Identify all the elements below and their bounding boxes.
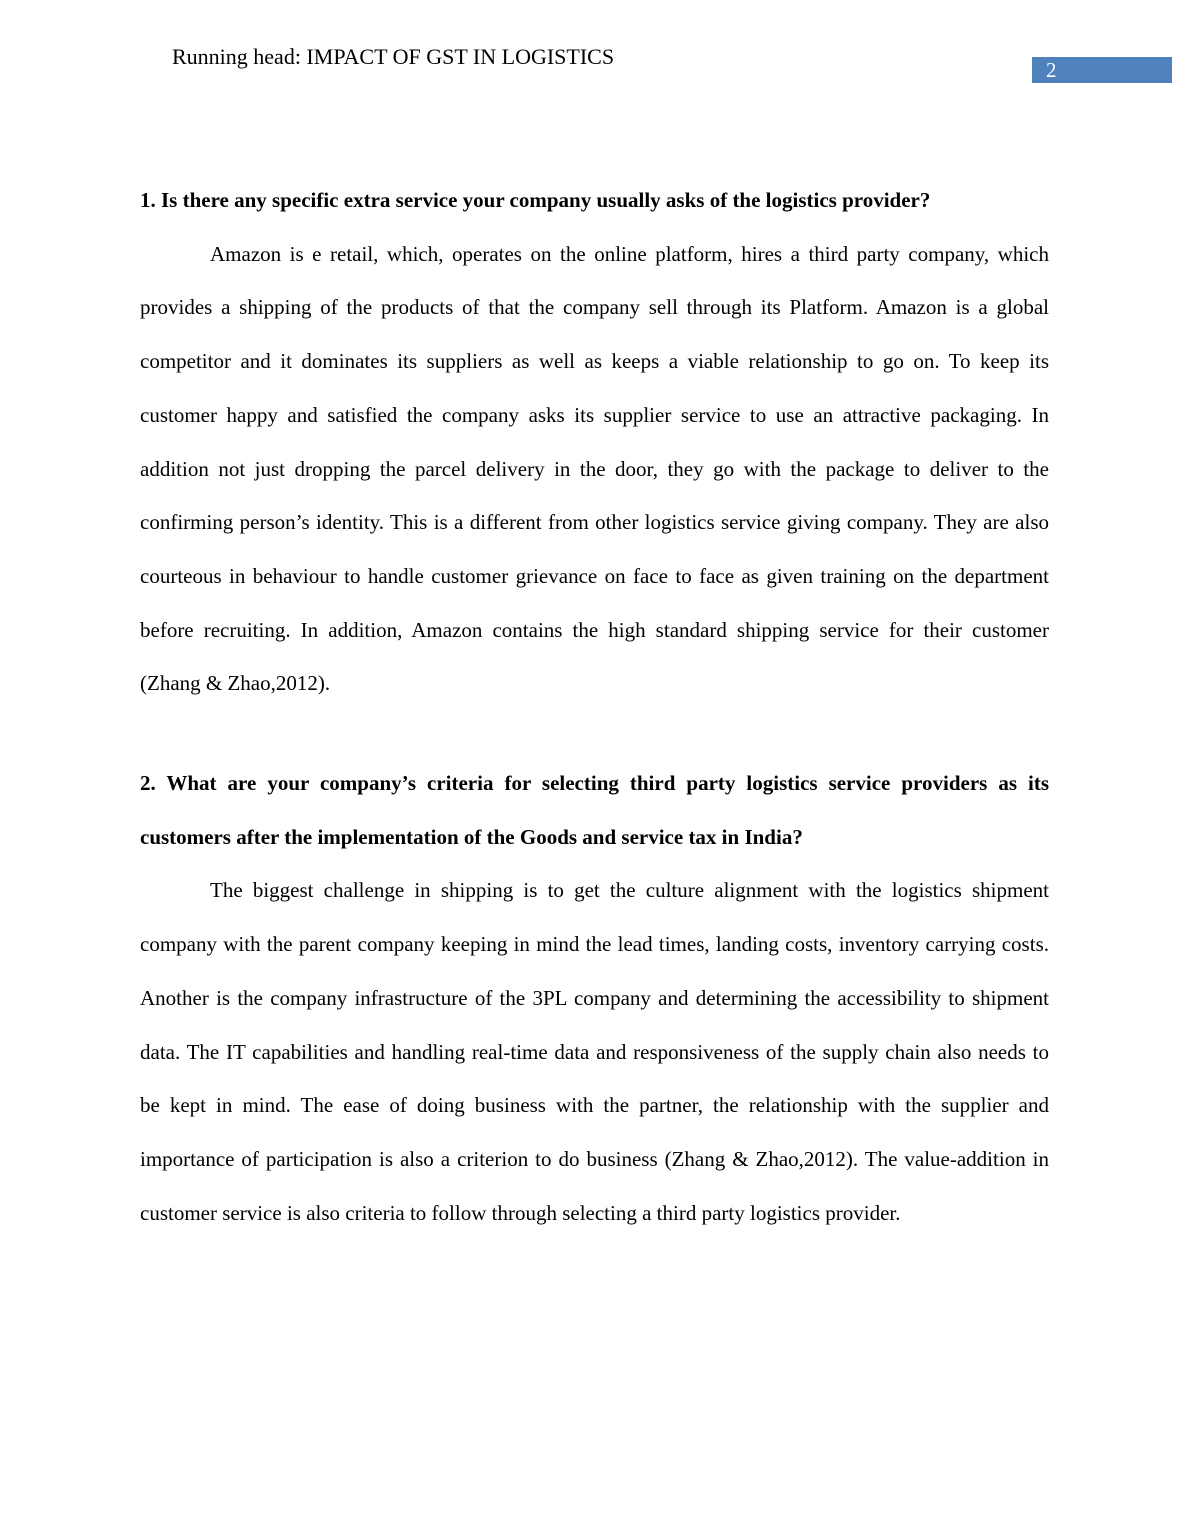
page-number: 2 bbox=[1032, 57, 1172, 83]
answer-2-paragraph: The biggest challenge in shipping is to get the culture alignment with the logistics shipment company with the parent company keeping in mind the lead times, landing costs, inventory carrying costs. Another is the company infrastructure of the 3PL company and determining the accessibility to shipment data. The IT capabilities and handling real-time data and responsiveness of the supply chain also needs to be kept in mind. The ease of doing business with the partner, the relationship with the supplier and importance of participation is also a criterion to do business (Zhang & Zhao,2012). The value-addition in customer service is also criteria to follow through selecting a third party logistics provider. bbox=[140, 878, 1049, 1225]
section-spacer bbox=[140, 711, 1049, 757]
running-head: Running head: IMPACT OF GST IN LOGISTICS bbox=[172, 44, 615, 69]
document-body bbox=[140, 174, 1049, 1240]
question-2-heading: 2. What are your company’s criteria for selecting third party logistics service providers as its customers after the implementation of the Goods and service tax in India? bbox=[140, 771, 1049, 849]
answer-1-paragraph: Amazon is e retail, which, operates on the online platform, hires a third party company, which provides a shipping of the products of that the company sell through its Platform. Amazon is a global competitor and it dominates its suppliers as well as keeps a viable relationship to go on. To keep its customer happy and satisfied the company asks its supplier service to use an attractive packaging. In addition not just dropping the parcel delivery in the door, they go with the package to deliver to the confirming person’s identity. This is a different from other logistics service giving company. They are also courteous in behaviour to handle customer grievance on face to face as given training on the department before recruiting. In addition, Amazon contains the high standard shipping service for their customer (Zhang & Zhao,2012). bbox=[140, 241, 1049, 696]
question-1-heading: 1. Is there any specific extra service your company usually asks of the logistics provider? bbox=[140, 188, 931, 212]
